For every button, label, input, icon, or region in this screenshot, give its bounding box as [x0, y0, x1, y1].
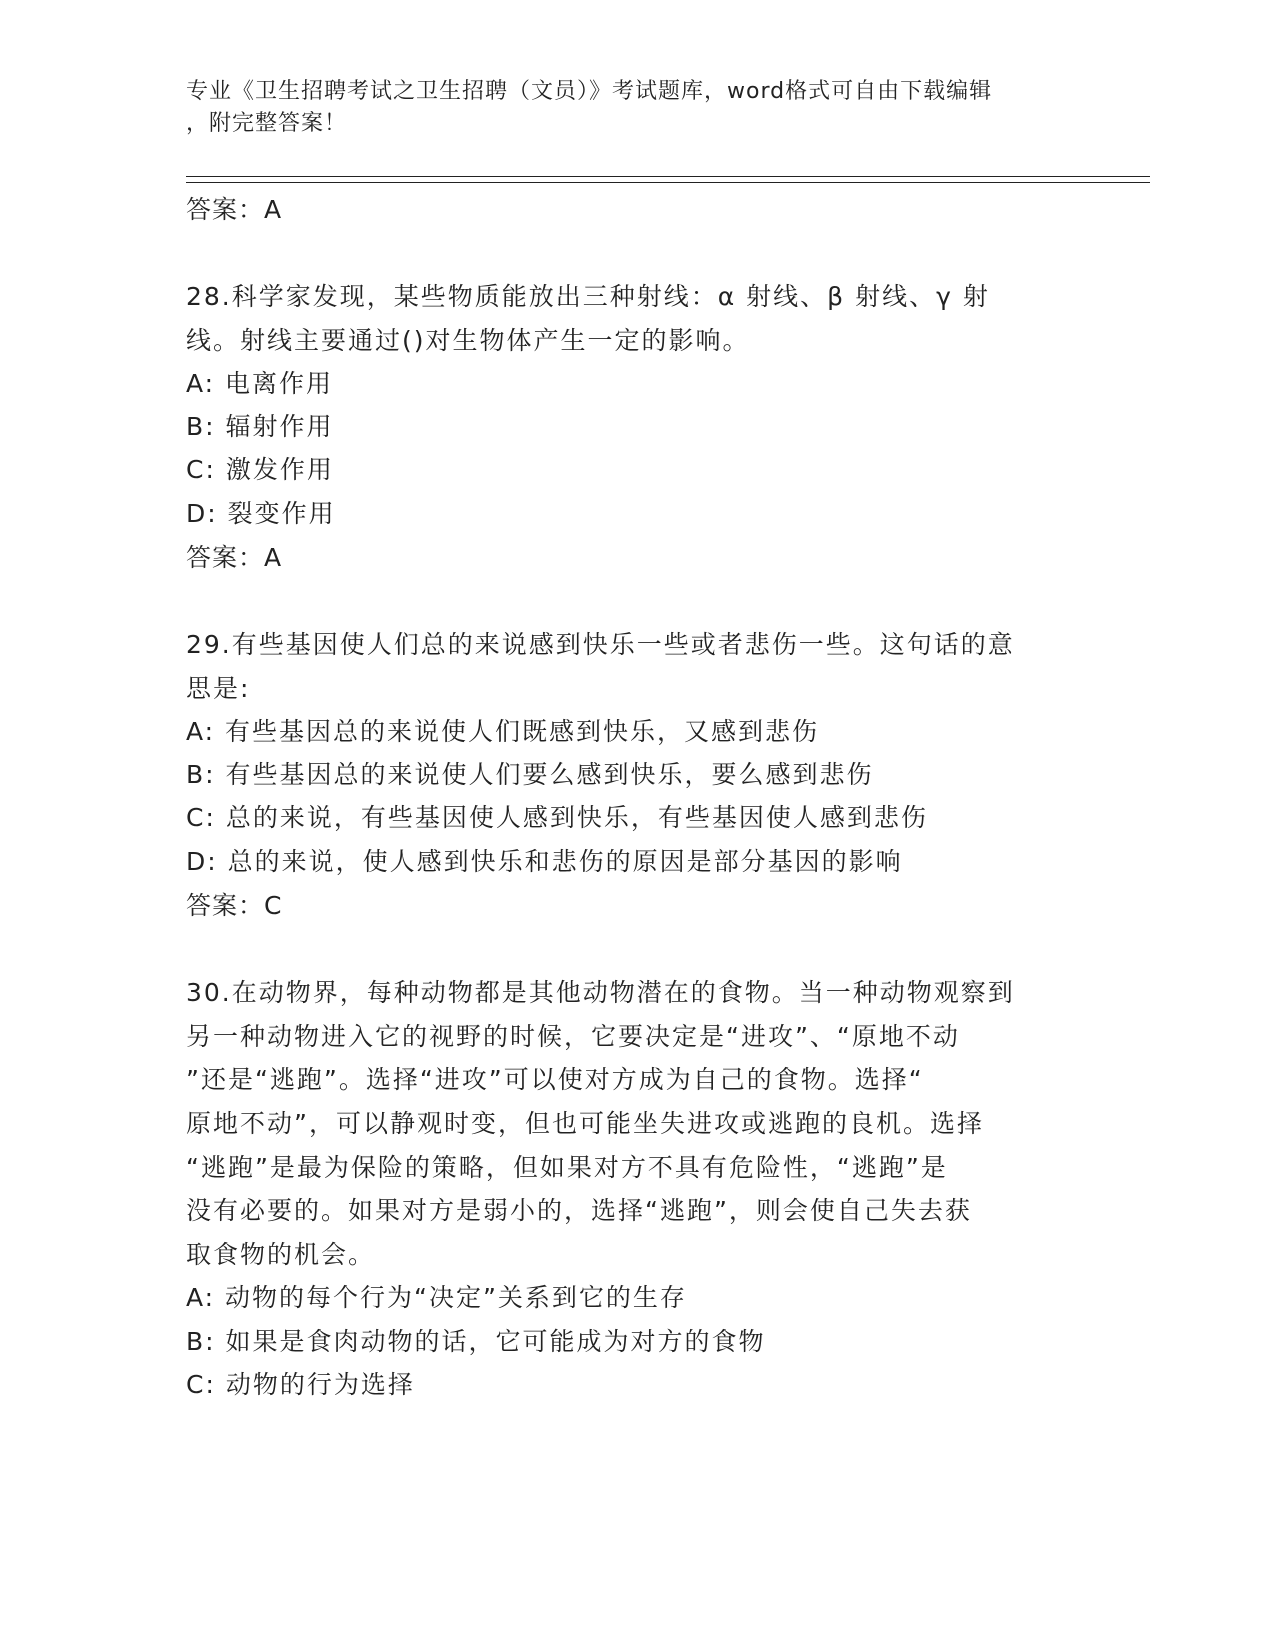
question-29-answer: 答案：C	[186, 891, 283, 920]
header-divider-bottom	[186, 182, 1150, 183]
question-28-option-c: C: 激发作用	[186, 455, 334, 484]
question-29-option-c: C: 总的来说，有些基因使人感到快乐，有些基因使人感到悲伤	[186, 803, 928, 832]
question-28-option-a: A: 电离作用	[186, 369, 334, 398]
question-29-option-b: B: 有些基因总的来说使人们要么感到快乐，要么感到悲伤	[186, 760, 874, 789]
question-30-line-5: “逃跑”是最为保险的策略，但如果对方不具有危险性，“逃跑”是	[186, 1153, 948, 1182]
question-29-option-a: A: 有些基因总的来说使人们既感到快乐，又感到悲伤	[186, 717, 820, 746]
question-29-line-1: 29.有些基因使人们总的来说感到快乐一些或者悲伤一些。这句话的意	[186, 630, 1015, 659]
question-30-option-b: B: 如果是食肉动物的话，它可能成为对方的食物	[186, 1327, 766, 1356]
question-28-line-1: 28.科学家发现，某些物质能放出三种射线：α 射线、β 射线、γ 射	[186, 282, 990, 311]
question-28-option-d: D: 裂变作用	[186, 499, 336, 528]
question-30-line-4: 原地不动”，可以静观时变，但也可能坐失进攻或逃跑的良机。选择	[186, 1109, 984, 1138]
question-30-line-3: ”还是“逃跑”。选择“进攻”可以使对方成为自己的食物。选择“	[186, 1065, 924, 1094]
question-29-option-d: D: 总的来说，使人感到快乐和悲伤的原因是部分基因的影响	[186, 847, 903, 876]
question-30-line-7: 取食物的机会。	[186, 1240, 376, 1269]
question-28-option-b: B: 辐射作用	[186, 412, 334, 441]
previous-answer: 答案：A	[186, 195, 283, 224]
header-divider-top	[186, 176, 1150, 177]
question-28-line-2: 线。射线主要通过()对生物体产生一定的影响。	[186, 326, 750, 355]
question-30-line-2: 另一种动物进入它的视野的时候，它要决定是“进攻”、“原地不动	[186, 1022, 960, 1051]
question-30-option-a: A: 动物的每个行为“决定”关系到它的生存	[186, 1283, 687, 1312]
question-29-line-2: 思是:	[186, 674, 251, 703]
question-30-option-c: C: 动物的行为选择	[186, 1370, 415, 1399]
question-30-line-1: 30.在动物界，每种动物都是其他动物潜在的食物。当一种动物观察到	[186, 978, 1015, 1007]
question-30-line-6: 没有必要的。如果对方是弱小的，选择“逃跑”，则会使自己失去获	[186, 1196, 972, 1225]
document-header: 专业《卫生招聘考试之卫生招聘（文员）》考试题库，word格式可自由下载编辑 ，附完整答案！	[186, 79, 993, 136]
question-28-answer: 答案：A	[186, 543, 283, 572]
